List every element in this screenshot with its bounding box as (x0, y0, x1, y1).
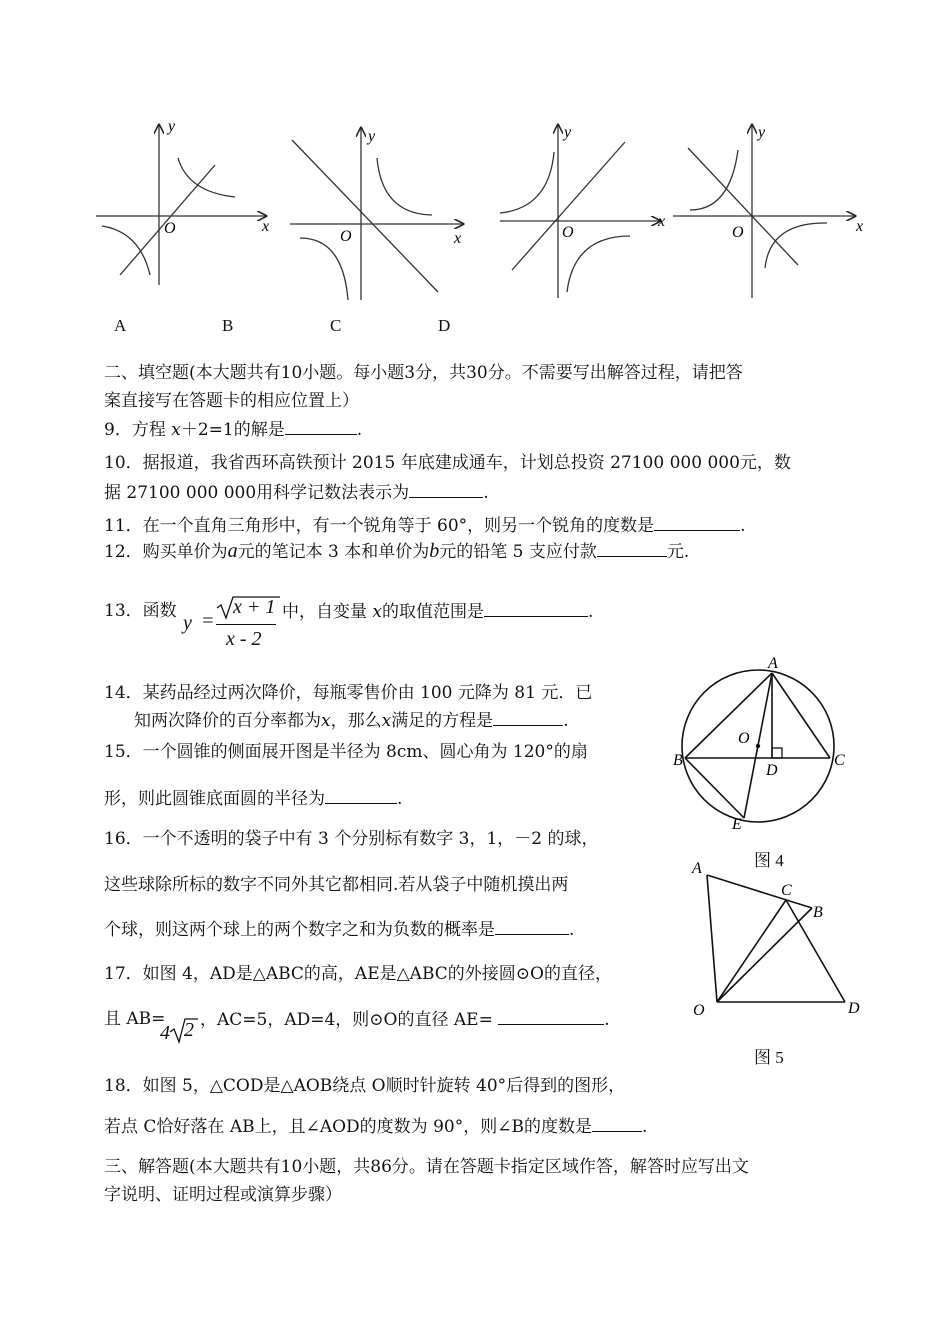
answer-blank (325, 787, 397, 804)
question-10-line2: 据 27100 000 000用科学记数法表示为 . (104, 483, 489, 503)
section3-heading-line2: 字说明、证明过程或演算步骤） (104, 1185, 342, 1205)
graph-d (673, 125, 855, 298)
answer-blank (493, 709, 563, 726)
answer-blank (498, 1008, 604, 1025)
answer-blank (592, 1115, 642, 1132)
fig5-label-b: B (813, 904, 823, 921)
question-10-line1: 10．据报道，我省西环高铁预计 2015 年底建成通车，计划总投资 27100 000 000元，数 (104, 453, 791, 473)
question-16-line2: 这些球除所标的数字不同外其它都相同.若从袋子中随机摸出两 (104, 875, 569, 895)
segment-ac (772, 673, 830, 758)
graph-d-x-label: x (856, 218, 864, 235)
question-12: 12．购买单价为a元的笔记本 3 本和单价为b元的铅笔 5 支应付款 元. (104, 540, 690, 562)
option-d-label: D (438, 316, 451, 335)
question-9: 9．方程 x＋2=1的解是 . (104, 420, 363, 440)
answer-blank (285, 418, 357, 435)
question-13-text: 中，自变量 x的取值范围是 . (282, 602, 594, 622)
answer-blank (409, 481, 483, 498)
graph-a (96, 125, 266, 285)
fig5-label-d: D (848, 1000, 860, 1017)
answer-blank (654, 514, 740, 531)
graph-c (500, 125, 660, 298)
figure-4-caption: 图 4 (754, 851, 784, 870)
graph-b (290, 128, 463, 300)
fraction-denominator: x - 2 (226, 628, 262, 650)
center-point (756, 744, 760, 748)
question-18-line1: 18．如图 5，△COD是△AOB绕点 O顺时针旋转 40°后得到的图形， (104, 1076, 626, 1096)
fig5-label-a: A (692, 860, 702, 877)
graph-d-origin-label: O (732, 224, 744, 241)
question-15-line1: 15．一个圆锥的侧面展开图是半径为 8cm、圆心角为 120°的扇 (104, 742, 588, 762)
graph-a-x-label: x (262, 218, 270, 235)
question-15-line2: 形，则此圆锥底面圆的半径为 . (104, 789, 403, 809)
question-13-label: 13．函数 (104, 601, 177, 621)
question-17-line2: ，AC=5，AD=4，则⊙O的直径 AE= . (200, 1010, 610, 1030)
segment-ob (717, 908, 812, 1002)
graph-b-y-label: y (368, 128, 376, 145)
fig5-label-c: C (781, 882, 792, 899)
graph-c-y-label: y (564, 124, 572, 141)
graph-a-origin-label: O (164, 220, 176, 237)
figure-5 (685, 855, 875, 1025)
figure-5-caption: 图 5 (754, 1048, 784, 1067)
graph-c-origin-label: O (562, 224, 574, 241)
fig4-label-b: B (673, 752, 683, 769)
function-equals: = (201, 610, 215, 632)
question-11: 11．在一个直角三角形中，有一个锐角等于 60°，则另一个锐角的度数是 . (104, 516, 746, 536)
graph-a-y-label: y (168, 118, 176, 135)
sqrt-coefficient: 4 (160, 1022, 170, 1044)
sqrt-radicand: 2 (184, 1019, 194, 1041)
option-c-label: C (330, 316, 342, 335)
segment-oc (717, 900, 786, 1002)
figure-4 (670, 650, 860, 850)
fig4-label-c: C (834, 752, 845, 769)
fig4-label-d: D (766, 762, 778, 779)
question-18-line2: 若点 C恰好落在 AB上，且∠AOD的度数为 90°，则∠B的度数是 . (104, 1117, 648, 1137)
section2-heading-line1: 二、填空题(本大题共有10小题。每小题3分，共30分。不需要写出解答过程，请把答 (104, 363, 743, 383)
fig4-label-o: O (738, 730, 750, 747)
option-graphs (90, 110, 880, 310)
section2-heading-line2: 案直接写在答题卡的相应位置上） (104, 391, 359, 411)
question-17-prefix: 且 AB= (104, 1009, 166, 1029)
segment-ao (707, 875, 717, 1002)
question-16-line3: 个球，则这两个球上的两个数字之和为负数的概率是 . (104, 920, 575, 940)
right-angle-mark (772, 748, 782, 758)
fraction-numerator: x + 1 (233, 596, 276, 618)
question-17-line1: 17．如图 4，AD是△ABC的高，AE是△ABC的外接圆⊙O的直径， (104, 964, 612, 984)
fraction-bar (216, 624, 276, 625)
graph-c-x-label: x (658, 213, 666, 230)
fig4-label-a: A (768, 655, 778, 672)
section3-heading-line1: 三、解答题(本大题共有10小题，共86分。请在答题卡指定区域作答，解答时应写出文 (104, 1157, 749, 1177)
graph-d-y-label: y (758, 124, 766, 141)
function-y-symbol: y (183, 612, 192, 634)
graph-b-x-label: x (454, 230, 462, 247)
option-b-label: B (222, 316, 234, 335)
fig4-label-e: E (732, 816, 742, 833)
answer-blank (495, 918, 569, 935)
question-16-line1: 16．一个不透明的袋子中有 3 个分别标有数字 3，1，－2 的球， (104, 829, 599, 849)
question-14-line1: 14．某药品经过两次降价，每瓶零售价由 100 元降为 81 元．已 (104, 683, 593, 703)
answer-blank (597, 540, 667, 557)
fig5-label-o: O (693, 1002, 705, 1019)
option-a-label: A (114, 316, 127, 335)
graph-b-origin-label: O (340, 228, 352, 245)
segment-ab (707, 875, 812, 908)
question-14-line2: 知两次降价的百分率都为x，那么x满足的方程是 . (134, 711, 569, 731)
answer-blank (484, 600, 588, 617)
